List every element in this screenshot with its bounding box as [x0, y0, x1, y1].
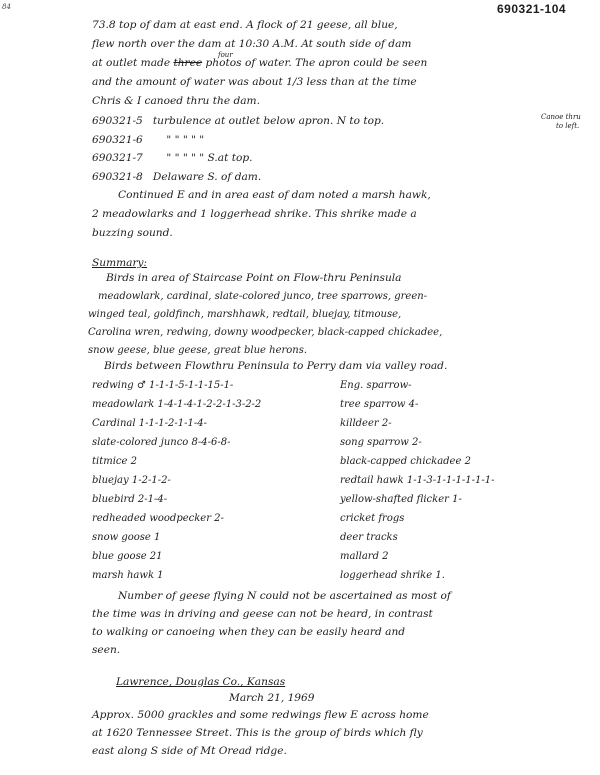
tally-left: meadowlark 1-4-1-4-1-2-2-1-3-2-2 — [92, 399, 262, 410]
tally-right: killdeer 2- — [340, 418, 392, 429]
tally-left: bluebird 2-1-4- — [92, 494, 168, 505]
photo-row — [92, 171, 261, 184]
insertion-above: four — [218, 51, 233, 59]
photo-id: 690321-8 — [92, 171, 143, 183]
tally-right: yellow-shafted flicker 1- — [340, 494, 462, 505]
tally-right: redtail hawk 1-1-3-1-1-1-1-1-1- — [340, 475, 495, 486]
photo-desc: turbulence at outlet below apron. N to top. — [152, 115, 385, 127]
summary-line: meadowlark, cardinal, slate-colored junco, tree sparrows, green- — [98, 291, 428, 302]
tally-left: titmice 2 — [92, 456, 137, 467]
tally-right: song sparrow 2- — [340, 437, 422, 448]
tally-right: cricket frogs — [340, 513, 405, 524]
tally-left: bluejay 1-2-1-2- — [92, 475, 171, 486]
entry-line: east along S side of Mt Oread ridge. — [92, 745, 287, 757]
margin-note: to left. — [556, 122, 580, 130]
summary-line: winged teal, goldfinch, marshhawk, redtail, bluejay, titmouse, — [88, 309, 402, 320]
entry-line: 73.8 top of dam at east end. A flock of 21 geese, all blue, — [92, 19, 398, 31]
photo-desc: Delaware S. of dam. — [152, 171, 262, 183]
struck-word: three — [173, 57, 203, 69]
tally-left: slate-colored junco 8-4-6-8- — [92, 437, 231, 448]
summary-line: Carolina wren, redwing, downy woodpecker, black-capped chickadee, — [88, 327, 443, 338]
photo-desc: " " " " " — [166, 134, 205, 146]
summary-between: Birds between Flowthru Peninsula to Perry dam via valley road. — [104, 360, 448, 372]
note-line: Number of geese flying N could not be ascertained as most of — [118, 590, 451, 602]
margin-note: Canoe thru — [541, 113, 581, 121]
note-line: seen. — [92, 644, 121, 656]
tally-left: Cardinal 1-1-1-2-1-1-4- — [92, 418, 207, 429]
photo-row — [92, 115, 384, 128]
photo-row — [92, 134, 204, 147]
entry-line: at 1620 Tennessee Street. This is the group of birds which fly — [92, 727, 423, 739]
entry-date: March 21, 1969 — [229, 692, 315, 704]
photo-row — [92, 152, 253, 165]
tally-right: Eng. sparrow- — [340, 380, 412, 391]
tally-left: redheaded woodpecker 2- — [92, 513, 224, 524]
entry-line: Chris & I canoed thru the dam. — [92, 95, 260, 107]
summary-heading: Summary: — [92, 257, 148, 269]
tally-right: tree sparrow 4- — [340, 399, 419, 410]
tally-left: snow goose 1 — [92, 532, 161, 543]
entry-line: Continued E and in area east of dam noted a marsh hawk, — [118, 189, 431, 201]
summary-line: snow geese, blue geese, great blue herons. — [88, 345, 308, 356]
tally-left: marsh hawk 1 — [92, 570, 164, 581]
tally-left: blue goose 21 — [92, 551, 163, 562]
photo-id: 690321-5 — [92, 115, 143, 127]
corner-mark: 84 — [2, 3, 11, 11]
tally-right: mallard 2 — [340, 551, 389, 562]
tally-right: loggerhead shrike 1. — [340, 570, 445, 581]
note-line: to walking or canoeing when they can be easily heard and — [92, 626, 406, 638]
note-line: the time was in driving and geese can not be heard, in contrast — [92, 608, 433, 620]
entry-line: flew north over the dam at 10:30 A.M. At south side of dam — [92, 38, 412, 50]
entry-line: and the amount of water was about 1/3 less than at the time — [92, 76, 417, 88]
entry-line: buzzing sound. — [92, 227, 173, 239]
sheet-id: 690321-104 — [497, 2, 567, 16]
tally-left: redwing ♂ 1-1-1-5-1-1-15-1- — [92, 380, 234, 391]
photo-desc: " " " " " S.at top. — [166, 152, 253, 164]
summary-intro: Birds in area of Staircase Point on Flow-thru Peninsula — [106, 272, 402, 284]
tally-right: black-capped chickadee 2 — [340, 456, 471, 467]
entry-line: 2 meadowlarks and 1 loggerhead shrike. This shrike made a — [92, 208, 417, 220]
entry-line: Approx. 5000 grackles and some redwings flew E across home — [92, 709, 429, 721]
photo-id: 690321-7 — [92, 152, 143, 164]
tally-right: deer tracks — [340, 532, 398, 543]
location-heading: Lawrence, Douglas Co., Kansas — [116, 676, 286, 688]
entry-line: at outlet made three photos of water. The apron could be seen — [92, 57, 428, 69]
photo-id: 690321-6 — [92, 134, 143, 146]
